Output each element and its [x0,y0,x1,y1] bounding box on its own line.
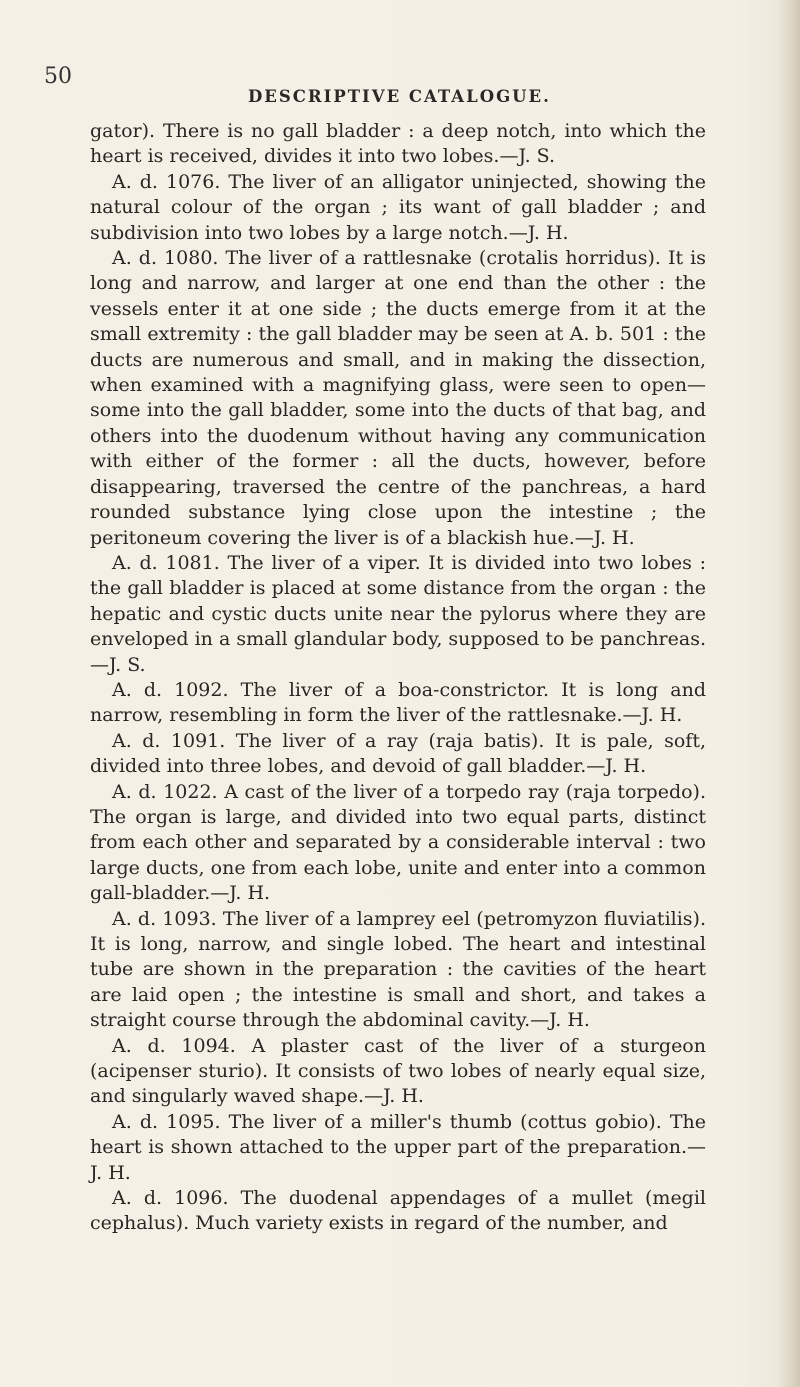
entry-1022: A. d. 1022. A cast of the liver of a torpedo ray (raja torpedo). The organ is large, and divided into two equal parts, distinct from each other and separated by a considerable interval : two large ducts, one from each lobe, unite and enter into a common gall-bladder.—J. H. [90,780,706,905]
entry-1081: A. d. 1081. The liver of a viper. It is divided into two lobes : the gall bladder is placed at some distance from the organ : the hepatic and cystic ducts unite near the pylorus where they are enveloped in a small glandular body, supposed to be panchreas.—J. S. [90,551,706,676]
entry-1076: A. d. 1076. The liver of an alligator uninjected, showing the natural colour of the organ ; its want of gall bladder ; and subdivision into two lobes by a large notch.—J. H. [90,170,706,244]
page-edge-shadow [778,0,800,1387]
entry-1091: A. d. 1091. The liver of a ray (raja batis). It is pale, soft, divided into three lobes, and devoid of gall bladder.—J. H. [90,729,706,778]
entry-1094: A. d. 1094. A plaster cast of the liver of a sturgeon (acipenser sturio). It consists of two lobes of nearly equal size, and singularly waved shape.—J. H. [90,1034,706,1108]
page-number: 50 [44,64,72,89]
entry-1092: A. d. 1092. The liver of a boa-constrictor. It is long and narrow, resembling in form the liver of the rattlesnake.—J. H. [90,678,706,727]
entry-1096: A. d. 1096. The duodenal appendages of a mullet (megil cephalus). Much variety exists in regard of the number, and [90,1187,706,1235]
entry-1080: A. d. 1080. The liver of a rattlesnake (crotalis horridus). It is long and narrow, and larger at one end than the other : the vessels enter it at one side ; the ducts emerge from it at the small extremity : the gall bladder may be seen at A. b. 501 : the ducts are numerous and small, and in making the dissection, when examined with a magnifying glass, were seen to open—some into the gall bladder, some into the ducts of that bag, and others into the duodenum without having any communication with either of the former : all the ducts, however, before disappearing, traversed the centre of the panchreas, a hard rounded substance lying close upon the intestine ; the peritoneum covering the liver is of a blackish hue.—J. H. [90,247,706,549]
paragraph-continuation: gator). There is no gall bladder : a deep notch, into which the heart is received, divides it into two lobes.—J. S. [90,120,706,168]
entry-1093: A. d. 1093. The liver of a lamprey eel (petromyzon fluviatilis). It is long, narrow, and single lobed. The heart and intestinal tube are shown in the preparation : the cavities of the heart are laid open ; the intestine is small and short, and takes a straight course through the abdominal cavity.—J. H. [90,907,706,1032]
entry-1095: A. d. 1095. The liver of a miller's thumb (cottus gobio). The heart is shown attached to the upper part of the preparation.—J. H. [90,1110,706,1184]
catalogue-text [90,119,706,1237]
running-title: DESCRIPTIVE CATALOGUE. [248,87,551,106]
